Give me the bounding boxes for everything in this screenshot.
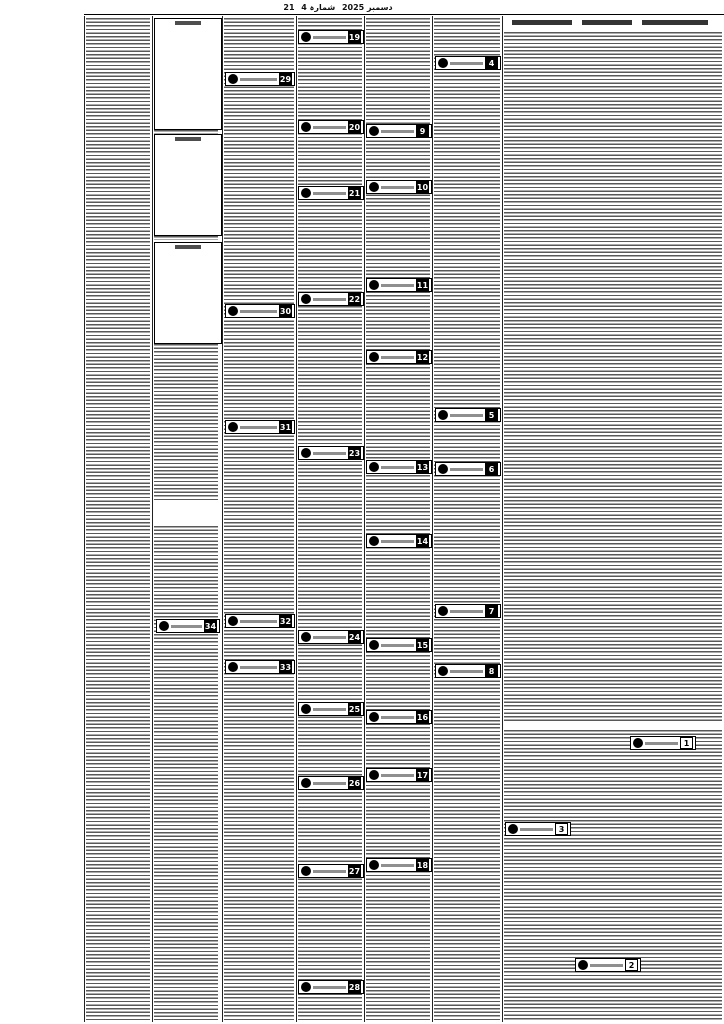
section-title (381, 644, 414, 647)
section-number: 32 (279, 616, 292, 626)
newspaper-logo-icon (228, 306, 238, 316)
section-number: 26 (348, 778, 361, 788)
newspaper-logo-icon (228, 74, 238, 84)
section-heading-8 (435, 664, 501, 678)
section-heading-34 (156, 619, 220, 633)
newspaper-logo-icon (301, 632, 311, 642)
section-heading-27 (298, 864, 364, 878)
section-title (450, 468, 483, 471)
newspaper-logo-icon (369, 182, 379, 192)
section-number: 10 (416, 182, 429, 192)
section-title (381, 466, 414, 469)
section-heading-33 (225, 660, 295, 674)
section-title (450, 670, 483, 673)
newspaper-logo-icon (438, 666, 448, 676)
section-title (381, 540, 414, 543)
section-number: 29 (279, 74, 292, 84)
text-block (154, 344, 218, 500)
section-title (381, 864, 414, 867)
newspaper-logo-icon (228, 616, 238, 626)
newspaper-logo-icon (369, 352, 379, 362)
section-number: 21 (348, 188, 361, 198)
section-heading-31 (225, 420, 295, 434)
section-title (645, 742, 678, 745)
section-title (450, 62, 483, 65)
section-heading-30 (225, 304, 295, 318)
section-heading-21 (298, 186, 364, 200)
section-number: 19 (348, 32, 361, 42)
section-heading-9 (366, 124, 432, 138)
section-heading-12 (366, 350, 432, 364)
newspaper-logo-icon (228, 662, 238, 672)
section-title (590, 964, 623, 967)
newspaper-logo-icon (301, 188, 311, 198)
section-heading-7 (435, 604, 501, 618)
text-block (224, 18, 294, 1020)
text-block (504, 32, 722, 722)
section-number: 2 (625, 959, 638, 971)
section-number: 34 (204, 621, 217, 631)
header-issue: شمارہ 4 (301, 3, 336, 12)
section-title (240, 620, 277, 623)
section-number: 30 (279, 306, 292, 316)
section-number: 11 (416, 280, 429, 290)
text-block (154, 236, 218, 240)
section-number: 12 (416, 352, 429, 362)
newspaper-logo-icon (438, 410, 448, 420)
section-title (313, 192, 346, 195)
section-heading-16 (366, 710, 432, 724)
newspaper-logo-icon (578, 960, 588, 970)
section-number: 17 (416, 770, 429, 780)
section-heading-2 (575, 958, 641, 972)
newspaper-logo-icon (508, 824, 518, 834)
notice-box-2 (154, 134, 222, 236)
section-title (240, 78, 277, 81)
section-title (313, 636, 346, 639)
section-title (313, 782, 346, 785)
newspaper-logo-icon (438, 464, 448, 474)
section-heading-24 (298, 630, 364, 644)
text-block (86, 18, 150, 1020)
section-title (313, 452, 346, 455)
text-block (504, 730, 722, 1020)
section-number: 7 (485, 605, 498, 617)
section-number: 5 (485, 409, 498, 421)
section-title (381, 356, 414, 359)
newspaper-logo-icon (301, 704, 311, 714)
section-title (520, 828, 553, 831)
section-number: 6 (485, 463, 498, 475)
section-heading-32 (225, 614, 295, 628)
newspaper-logo-icon (369, 860, 379, 870)
section-number: 15 (416, 640, 429, 650)
section-number: 28 (348, 982, 361, 992)
section-heading-6 (435, 462, 501, 476)
notice-box-1 (154, 18, 222, 130)
section-number: 4 (485, 57, 498, 69)
section-heading-3 (505, 822, 571, 836)
section-title (450, 414, 483, 417)
section-number: 3 (555, 823, 568, 835)
section-number: 24 (348, 632, 361, 642)
section-number: 27 (348, 866, 361, 876)
section-title (313, 126, 346, 129)
section-number: 33 (279, 662, 292, 672)
section-heading-18 (366, 858, 432, 872)
section-title (381, 774, 414, 777)
newspaper-logo-icon (369, 712, 379, 722)
section-heading-20 (298, 120, 364, 134)
section-title (450, 610, 483, 613)
section-heading-5 (435, 408, 501, 422)
section-number: 8 (485, 665, 498, 677)
section-number: 25 (348, 704, 361, 714)
newspaper-logo-icon (369, 280, 379, 290)
newspaper-logo-icon (369, 126, 379, 136)
section-title (313, 870, 346, 873)
newspaper-logo-icon (301, 866, 311, 876)
newspaper-logo-icon (301, 982, 311, 992)
section-heading-26 (298, 776, 364, 790)
newspaper-logo-icon (228, 422, 238, 432)
newspaper-logo-icon (369, 640, 379, 650)
text-block (434, 18, 500, 1020)
newspaper-logo-icon (438, 58, 448, 68)
section-heading-19 (298, 30, 364, 44)
newspaper-logo-icon (301, 122, 311, 132)
section-number: 1 (680, 737, 693, 749)
section-title (171, 625, 202, 628)
section-heading-10 (366, 180, 432, 194)
section-title (313, 708, 346, 711)
section-title (313, 298, 346, 301)
section-number: 16 (416, 712, 429, 722)
section-number: 14 (416, 536, 429, 546)
newspaper-logo-icon (438, 606, 448, 616)
newspaper-logo-icon (369, 770, 379, 780)
section-title (381, 284, 414, 287)
section-heading-28 (298, 980, 364, 994)
notice-box-3 (154, 242, 222, 344)
newspaper-logo-icon (301, 778, 311, 788)
section-title (313, 36, 346, 39)
page-header (88, 3, 588, 13)
lead-article-title (498, 16, 720, 30)
newspaper-logo-icon (633, 738, 643, 748)
section-number: 13 (416, 462, 429, 472)
section-number: 22 (348, 294, 361, 304)
section-title (381, 716, 414, 719)
newspaper-logo-icon (369, 536, 379, 546)
newspaper-logo-icon (301, 294, 311, 304)
header-date: 21 دسمبر 2025 (283, 3, 393, 12)
section-number: 20 (348, 122, 361, 132)
section-title (240, 666, 277, 669)
newspaper-logo-icon (301, 448, 311, 458)
section-number: 31 (279, 422, 292, 432)
section-title (313, 986, 346, 989)
section-number: 23 (348, 448, 361, 458)
section-heading-17 (366, 768, 432, 782)
section-heading-29 (225, 72, 295, 86)
section-heading-14 (366, 534, 432, 548)
section-title (381, 130, 414, 133)
section-number: 9 (416, 125, 429, 137)
header-rule (84, 14, 724, 15)
section-heading-22 (298, 292, 364, 306)
section-heading-4 (435, 56, 501, 70)
section-heading-11 (366, 278, 432, 292)
section-number: 18 (416, 860, 429, 870)
section-heading-15 (366, 638, 432, 652)
section-heading-23 (298, 446, 364, 460)
section-title (240, 426, 277, 429)
newspaper-logo-icon (369, 462, 379, 472)
section-title (381, 186, 414, 189)
section-title (240, 310, 277, 313)
newspaper-logo-icon (159, 621, 169, 631)
newspaper-logo-icon (301, 32, 311, 42)
section-heading-13 (366, 460, 432, 474)
text-block (154, 526, 218, 1020)
section-heading-25 (298, 702, 364, 716)
section-heading-1 (630, 736, 696, 750)
